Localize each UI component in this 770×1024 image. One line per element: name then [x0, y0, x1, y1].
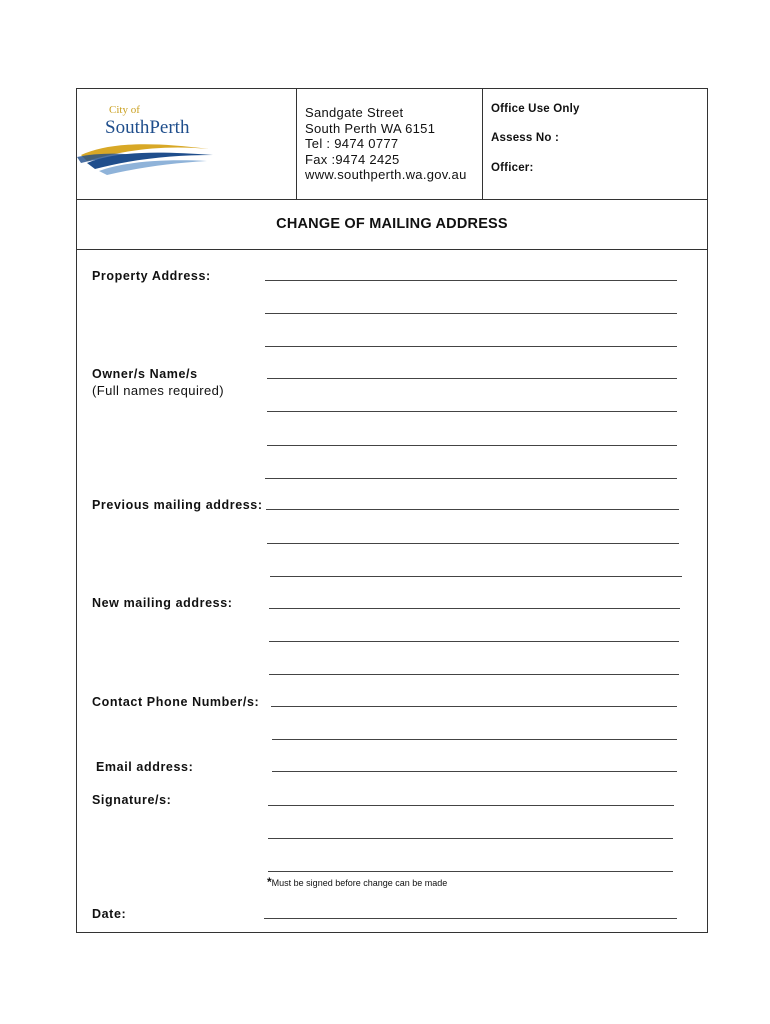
email-line[interactable] [272, 771, 677, 772]
fax-line: Fax :9474 2425 [305, 151, 400, 167]
previous-mailing-line-3[interactable] [270, 576, 682, 577]
title-bottom-border [77, 249, 707, 250]
suburb-line: South Perth WA 6151 [305, 120, 436, 136]
owners-name-label: Owner/s Name/s [92, 367, 198, 381]
owners-name-line-2[interactable] [267, 411, 677, 412]
date-label: Date: [92, 907, 127, 921]
header-divider-left [296, 89, 297, 199]
office-use-heading: Office Use Only [491, 103, 580, 115]
signature-label: Signature/s: [92, 793, 172, 807]
form-frame [76, 88, 708, 933]
officer-label: Officer: [491, 162, 534, 174]
telephone-line: Tel : 9474 0777 [305, 136, 399, 152]
contact-phone-line-1[interactable] [271, 706, 677, 707]
assess-no-label: Assess No : [491, 132, 560, 144]
form-title: CHANGE OF MAILING ADDRESS [276, 216, 508, 232]
owners-name-line-4[interactable] [265, 478, 677, 479]
contact-phone-line-2[interactable] [272, 739, 677, 740]
website-line: www.southperth.wa.gov.au [305, 167, 467, 183]
owners-name-line-1[interactable] [267, 378, 677, 379]
city-of-south-perth-logo [77, 97, 217, 177]
owners-name-note: (Full names required) [92, 383, 224, 398]
street-line: Sandgate Street [305, 105, 404, 120]
signature-line-1[interactable] [268, 805, 674, 806]
date-line[interactable] [264, 918, 677, 919]
header-divider-right [482, 89, 483, 199]
new-mailing-line-1[interactable] [269, 608, 680, 609]
signature-note-text: Must be signed before change can be made [271, 878, 448, 888]
new-mailing-line-2[interactable] [269, 641, 679, 642]
property-address-line-3[interactable] [265, 346, 677, 347]
new-mailing-line-3[interactable] [269, 674, 679, 675]
logo-south-perth-text: SouthPerth [105, 117, 190, 138]
previous-mailing-line-1[interactable] [266, 509, 679, 510]
contact-phone-label: Contact Phone Number/s: [92, 695, 260, 709]
signature-note [267, 875, 447, 889]
new-mailing-label: New mailing address: [92, 596, 233, 610]
email-label: Email address: [96, 760, 194, 774]
property-address-line-2[interactable] [265, 313, 677, 314]
council-address-block [305, 105, 467, 183]
previous-mailing-line-2[interactable] [267, 543, 679, 544]
property-address-line-1[interactable] [265, 280, 677, 281]
logo-city-of-text: City of [109, 104, 140, 116]
property-address-label: Property Address: [92, 269, 211, 283]
owners-name-line-3[interactable] [267, 445, 677, 446]
signature-note-asterisk: * [267, 875, 272, 889]
previous-mailing-label: Previous mailing address: [92, 498, 263, 512]
header-bottom-border [77, 199, 707, 200]
signature-line-2[interactable] [268, 838, 673, 839]
signature-line-3[interactable] [268, 871, 673, 872]
